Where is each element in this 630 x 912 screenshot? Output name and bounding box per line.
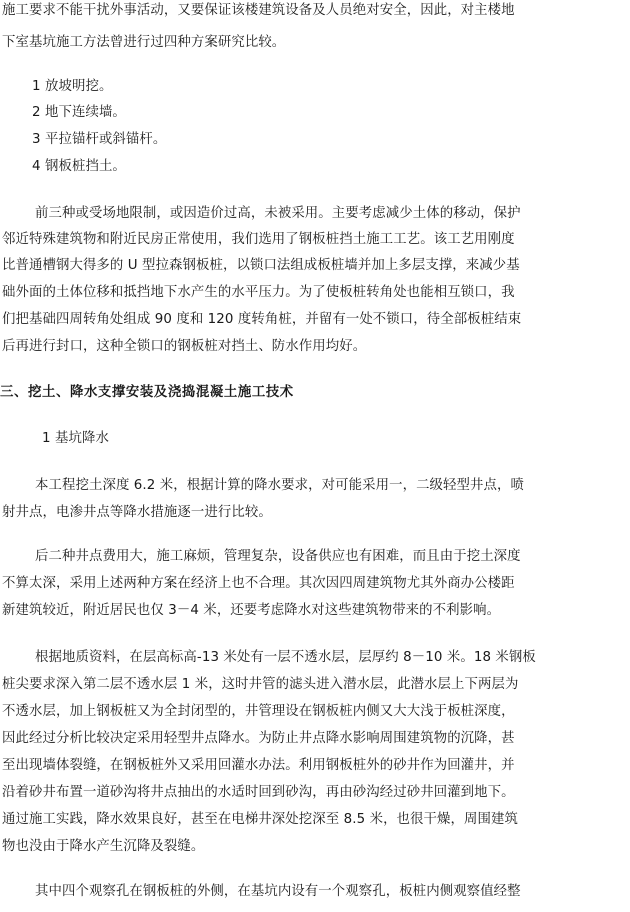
option-item: 3 平拉锚杆或斜锚杆。 — [32, 132, 167, 147]
paragraph-line: 根据地质资料，在层高标高-13 米处有一层不透水层，层厚约 8－10 米。18 米钢板 — [35, 650, 536, 665]
paragraph-line: 通过施工实践，降水效果良好，甚至在电梯井深处挖深至 8.5 米，也很干燥，周围建筑 — [2, 812, 518, 827]
paragraph-line: 下室基坑施工方法曾进行过四种方案研究比较。 — [2, 35, 286, 50]
section-heading: 三、挖土、降水支撑安装及浇捣混凝土施工技术 — [0, 385, 294, 400]
paragraph-line: 射井点，电渗井点等降水措施逐一进行比较。 — [2, 505, 272, 520]
paragraph-line: 物也没由于降水产生沉降及裂缝。 — [2, 839, 205, 854]
paragraph-line: 比普通槽钢大得多的 U 型拉森钢板桩，以锁口法组成板桩墙并加上多层支撑，来减少基 — [2, 258, 520, 273]
paragraph-line: 前三种或受场地限制，或因造价过高，未被采用。主要考虑减少土体的移动，保护 — [35, 206, 521, 221]
paragraph-line: 至出现墙体裂缝，在钢板桩外又采用回灌水办法。利用钢板桩外的砂井作为回灌井，并 — [2, 758, 515, 773]
paragraph-line: 本工程挖土深度 6.2 米，根据计算的降水要求，对可能采用一，二级轻型井点，喷 — [35, 478, 524, 493]
paragraph-line: 邻近特殊建筑物和附近民房正常使用，我们选用了钢板桩挡土施工工艺。该工艺用刚度 — [2, 232, 515, 247]
paragraph-line: 新建筑较近，附近居民也仅 3－4 米，还要考虑降水对这些建筑物带来的不利影响。 — [2, 603, 501, 618]
paragraph-line: 不透水层，加上钢板桩又为全封闭型的，井管理设在钢板桩内侧又大大浅于板桩深度， — [2, 704, 515, 719]
subsection-heading: 1 基坑降水 — [42, 431, 109, 446]
paragraph-line: 沿着砂井布置一道砂沟将井点抽出的水适时回到砂沟，再由砂沟经过砂井回灌到地下。 — [2, 785, 515, 800]
paragraph-line: 后二种井点费用大，施工麻烦，管理复杂，设备供应也有困难，而且由于挖土深度 — [35, 549, 521, 564]
paragraph-line: 其中四个观察孔在钢板桩的外侧，在基坑内设有一个观察孔，板桩内侧观察值经整 — [35, 884, 521, 899]
paragraph-line: 因此经过分析比较决定采用轻型井点降水。为防止井点降水影响周围建筑物的沉降，甚 — [2, 731, 515, 746]
paragraph-line: 桩尖要求深入第二层不透水层 1 米，这时井管的滤头进入潜水层，此潜水层上下两层为 — [2, 677, 519, 692]
paragraph-line: 施工要求不能干扰外事活动，又要保证该楼建筑设备及人员绝对安全，因此，对主楼地 — [2, 3, 515, 18]
paragraph-line: 不算太深，采用上述两种方案在经济上也不合理。其次因四周建筑物尤其外商办公楼距 — [2, 576, 515, 591]
option-item: 4 钢板桩挡土。 — [32, 159, 126, 174]
option-item: 2 地下连续墙。 — [32, 105, 126, 120]
paragraph-line: 后再进行封口，这种全锁口的钢板桩对挡土、防水作用均好。 — [2, 339, 367, 354]
option-item: 1 放坡明挖。 — [32, 79, 113, 94]
paragraph-line: 础外面的土体位移和抵挡地下水产生的水平压力。为了使板桩转角处也能相互锁口，我 — [2, 285, 515, 300]
paragraph-line: 们把基础四周转角处组成 90 度和 120 度转角桩，并留有一处不锁口，待全部板桩结束 — [2, 312, 522, 327]
